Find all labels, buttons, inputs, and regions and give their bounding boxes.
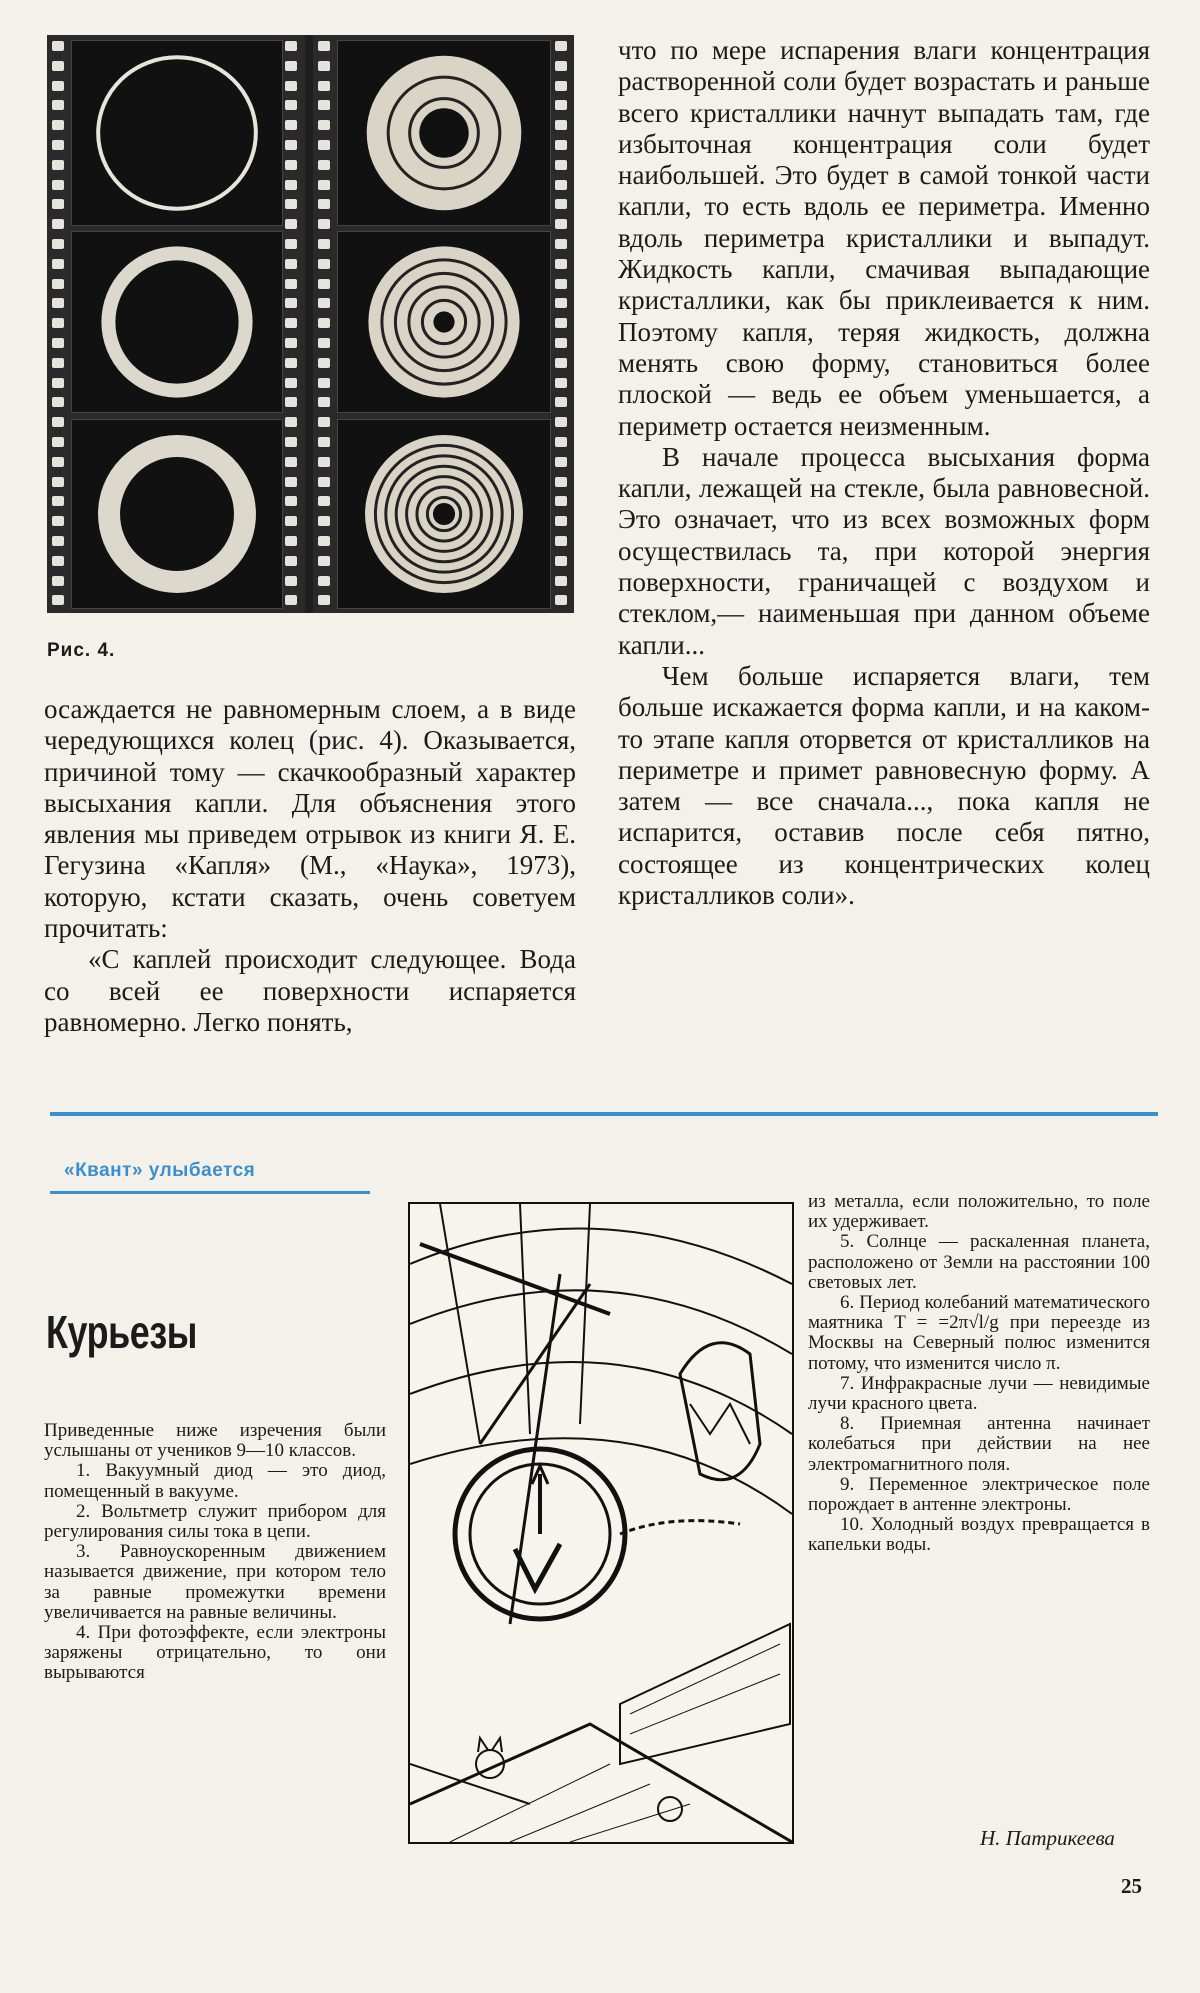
film-perforation: [555, 477, 567, 487]
film-perforation: [52, 61, 64, 71]
film-perforation: [52, 81, 64, 91]
film-perforation: [318, 516, 330, 526]
film-perforation: [285, 417, 297, 427]
film-perforation: [555, 397, 567, 407]
film-perforation: [318, 536, 330, 546]
film-perforation: [285, 61, 297, 71]
droplet-ring: [98, 57, 256, 208]
list-item: 10. Холодный воздух превращается в капельки воды.: [808, 1514, 1150, 1556]
film-perforation: [285, 279, 297, 289]
film-perforation: [285, 318, 297, 328]
droplet-ring: [433, 503, 455, 525]
film-perforation: [52, 100, 64, 110]
film-perforation: [52, 397, 64, 407]
film-perforation: [555, 81, 567, 91]
film-perforation: [318, 180, 330, 190]
list-item: 1. Вакуумный диод — это диод, помещенный в вакууме.: [44, 1460, 386, 1502]
film-perforation: [285, 338, 297, 348]
film-perforation: [285, 100, 297, 110]
article-right-column: [618, 35, 1150, 911]
list-item: 9. Переменное электрическое поле порождает в антенне электроны.: [808, 1473, 1150, 1516]
film-frame-ring: [71, 419, 283, 609]
page-number: 25: [1121, 1874, 1142, 1898]
figure-4-film-strips: [47, 35, 574, 613]
film-perforation: [318, 318, 330, 328]
film-perforation: [52, 259, 64, 269]
film-perforation: [52, 556, 64, 566]
perforation-column: [318, 41, 332, 615]
film-perforation: [555, 180, 567, 190]
film-perforation: [555, 595, 567, 605]
film-perforation: [555, 41, 567, 51]
film-perforation: [555, 199, 567, 209]
film-perforation: [285, 81, 297, 91]
film-perforation: [285, 536, 297, 546]
film-perforation: [555, 120, 567, 130]
film-perforation: [318, 338, 330, 348]
film-perforation: [318, 61, 330, 71]
list-item: 6. Период колебаний математического маятника T = =2π√l/g при переезде из Москвы на Северный полюс изменится потому, что изменится число π.: [808, 1292, 1150, 1374]
film-perforation: [318, 595, 330, 605]
film-perforation: [52, 516, 64, 526]
film-perforation: [318, 120, 330, 130]
film-perforation: [285, 556, 297, 566]
film-perforation: [555, 318, 567, 328]
film-perforation: [555, 536, 567, 546]
film-perforation: [52, 457, 64, 467]
film-perforation: [52, 536, 64, 546]
film-perforation: [285, 496, 297, 506]
film-perforation: [52, 358, 64, 368]
film-perforation: [285, 397, 297, 407]
film-perforation: [318, 477, 330, 487]
film-perforation: [555, 378, 567, 388]
list-item-continuation: из металла, если положительно, то поле их удерживает.: [808, 1191, 1150, 1233]
film-perforation: [52, 496, 64, 506]
droplet-ring: [109, 446, 245, 582]
film-perforation: [52, 219, 64, 229]
paragraph: осаждается не равномерным слоем, а в виде чередующихся колец (рис. 4). Оказывается, причиной тому — скачкообразный характер высыхания капли. Для объяснения этого явления мы приведем отрывок из книги Я. Е. Гегузина «Капля» (М., «Наука», 1973), которую, кстати сказать, очень советуем прочитать:: [44, 694, 576, 944]
film-perforation: [555, 437, 567, 447]
film-perforation: [555, 496, 567, 506]
film-perforation: [555, 358, 567, 368]
section-title: Курьезы: [46, 1306, 198, 1358]
list-item: 7. Инфракрасные лучи — невидимые лучи красного цвета.: [808, 1372, 1150, 1415]
list-item: 5. Солнце — раскаленная планета, расположено от Земли на расстоянии 100 световых лет.: [808, 1231, 1150, 1293]
film-perforation: [318, 41, 330, 51]
film-perforation: [285, 199, 297, 209]
film-perforation: [285, 180, 297, 190]
film-perforation: [285, 437, 297, 447]
film-perforation: [285, 160, 297, 170]
film-frame-ring: [337, 231, 551, 413]
droplet-ring: [419, 108, 468, 157]
list-item: 4. При фотоэффекте, если электроны заряжены отрицательно, то они вырываются: [44, 1622, 386, 1684]
film-perforation: [285, 378, 297, 388]
cartoon-illustration: [408, 1202, 794, 1844]
paragraph: что по мере испарения влаги концентрация растворенной соли будет возрастать и раньше всего кристаллики начнут выпадать там, где избыточная концентрация соли будет наибольшей. Это будет в самой тонкой части капли, то есть вдоль ее периметра. Именно вдоль периметра кристаллики и выпадут. Жидкость капли, смачивая выпадающие кристаллики, как бы приклеивается к ним. Поэтому капля, теряя жидкость, должна менять свою форму, становиться более плоской — ведь ее объем уменьшается, а периметр остается неизменным.: [618, 35, 1150, 441]
film-perforation: [318, 140, 330, 150]
film-perforation: [52, 417, 64, 427]
film-perforation: [555, 298, 567, 308]
film-perforation: [318, 259, 330, 269]
film-perforation: [52, 437, 64, 447]
film-perforation: [318, 576, 330, 586]
film-perforation: [52, 160, 64, 170]
paragraph: Чем больше испаряется влаги, тем больше искажается форма капли, и на каком-то этапе капля оторвется от кристалликов на периметре и примет равновесную форму. А затем — все сначала..., пока капля не испарится, оставив после себя пятно, состоящее из концентрических колец кристалликов соли».: [618, 660, 1150, 911]
film-perforation: [52, 318, 64, 328]
perforation-column: [555, 41, 569, 615]
film-frame-ring: [337, 419, 551, 609]
film-perforation: [52, 576, 64, 586]
film-perforation: [285, 41, 297, 51]
intro-text: Приведенные ниже изречения были услышаны от учеников 9—10 классов.: [44, 1420, 386, 1462]
film-perforation: [318, 417, 330, 427]
film-perforation: [318, 378, 330, 388]
film-perforation: [285, 219, 297, 229]
film-perforation: [318, 397, 330, 407]
film-perforation: [52, 279, 64, 289]
paragraph: В начале процесса высыхания форма капли, лежащей на стекле, была равновесной. Это означает, что из всех возможных форм осуществилась та, при которой энергия поверхности, граничащей с воздухом и стеклом,— наименьшая при данном объеме капли...: [618, 441, 1150, 660]
list-item: 8. Приемная антенна начинает колебаться при действии на нее электромагнитного поля.: [808, 1413, 1150, 1475]
film-perforation: [318, 496, 330, 506]
film-perforation: [52, 477, 64, 487]
film-perforation: [318, 219, 330, 229]
film-perforation: [555, 239, 567, 249]
film-perforation: [285, 298, 297, 308]
perforation-column: [52, 41, 66, 615]
film-perforation: [52, 298, 64, 308]
film-perforation: [318, 239, 330, 249]
film-perforation: [52, 41, 64, 51]
film-perforation: [318, 100, 330, 110]
film-perforation: [285, 477, 297, 487]
film-frame-ring: [71, 231, 283, 413]
film-perforation: [318, 556, 330, 566]
film-perforation: [285, 457, 297, 467]
film-perforation: [555, 556, 567, 566]
film-strip-right: [313, 35, 574, 613]
film-perforation: [318, 358, 330, 368]
film-perforation: [52, 378, 64, 388]
film-perforation: [318, 81, 330, 91]
film-perforation: [555, 338, 567, 348]
film-perforation: [318, 279, 330, 289]
film-perforation: [555, 100, 567, 110]
film-perforation: [52, 180, 64, 190]
film-perforation: [555, 279, 567, 289]
film-perforation: [285, 595, 297, 605]
film-perforation: [52, 199, 64, 209]
curiosities-left-column: [44, 1421, 386, 1684]
film-perforation: [555, 140, 567, 150]
section-divider: [50, 1112, 1158, 1116]
film-perforation: [318, 298, 330, 308]
film-perforation: [52, 595, 64, 605]
film-perforation: [52, 140, 64, 150]
film-perforation: [285, 239, 297, 249]
film-frame-ring: [71, 40, 283, 226]
rubric-underline: [50, 1191, 370, 1194]
list-item: 3. Равноускоренным движением называется движение, при котором тело за равные промежутки времени увеличивается на равные величины.: [44, 1541, 386, 1623]
film-perforation: [285, 140, 297, 150]
film-perforation: [555, 160, 567, 170]
film-perforation: [52, 239, 64, 249]
figure-caption: Рис. 4.: [47, 640, 116, 661]
film-perforation: [555, 61, 567, 71]
cartoon-drawing: [410, 1204, 792, 1842]
film-perforation: [555, 516, 567, 526]
film-perforation: [555, 576, 567, 586]
film-perforation: [555, 417, 567, 427]
film-strip-left: [47, 35, 305, 613]
perforation-column: [285, 41, 299, 615]
film-perforation: [555, 219, 567, 229]
film-perforation: [555, 457, 567, 467]
film-perforation: [285, 358, 297, 368]
film-perforation: [52, 120, 64, 130]
article-left-column: [44, 694, 576, 1038]
film-perforation: [318, 199, 330, 209]
film-perforation: [52, 338, 64, 348]
film-perforation: [285, 259, 297, 269]
droplet-ring: [108, 253, 245, 390]
film-perforation: [555, 259, 567, 269]
paragraph: «С каплей происходит следующее. Вода со всей ее поверхности испаряется равномерно. Легко понять,: [44, 944, 576, 1037]
list-item: 2. Вольтметр служит прибором для регулирования силы тока в цепи.: [44, 1500, 386, 1543]
film-perforation: [285, 120, 297, 130]
droplet-ring: [433, 311, 454, 332]
film-perforation: [285, 516, 297, 526]
film-perforation: [285, 576, 297, 586]
curiosities-right-column: [808, 1192, 1150, 1556]
section-rubric: «Квант» улыбается: [64, 1160, 256, 1181]
film-perforation: [318, 437, 330, 447]
film-perforation: [318, 160, 330, 170]
author-signature: Н. Патрикеева: [980, 1826, 1115, 1850]
film-perforation: [318, 457, 330, 467]
film-frame-ring: [337, 40, 551, 226]
